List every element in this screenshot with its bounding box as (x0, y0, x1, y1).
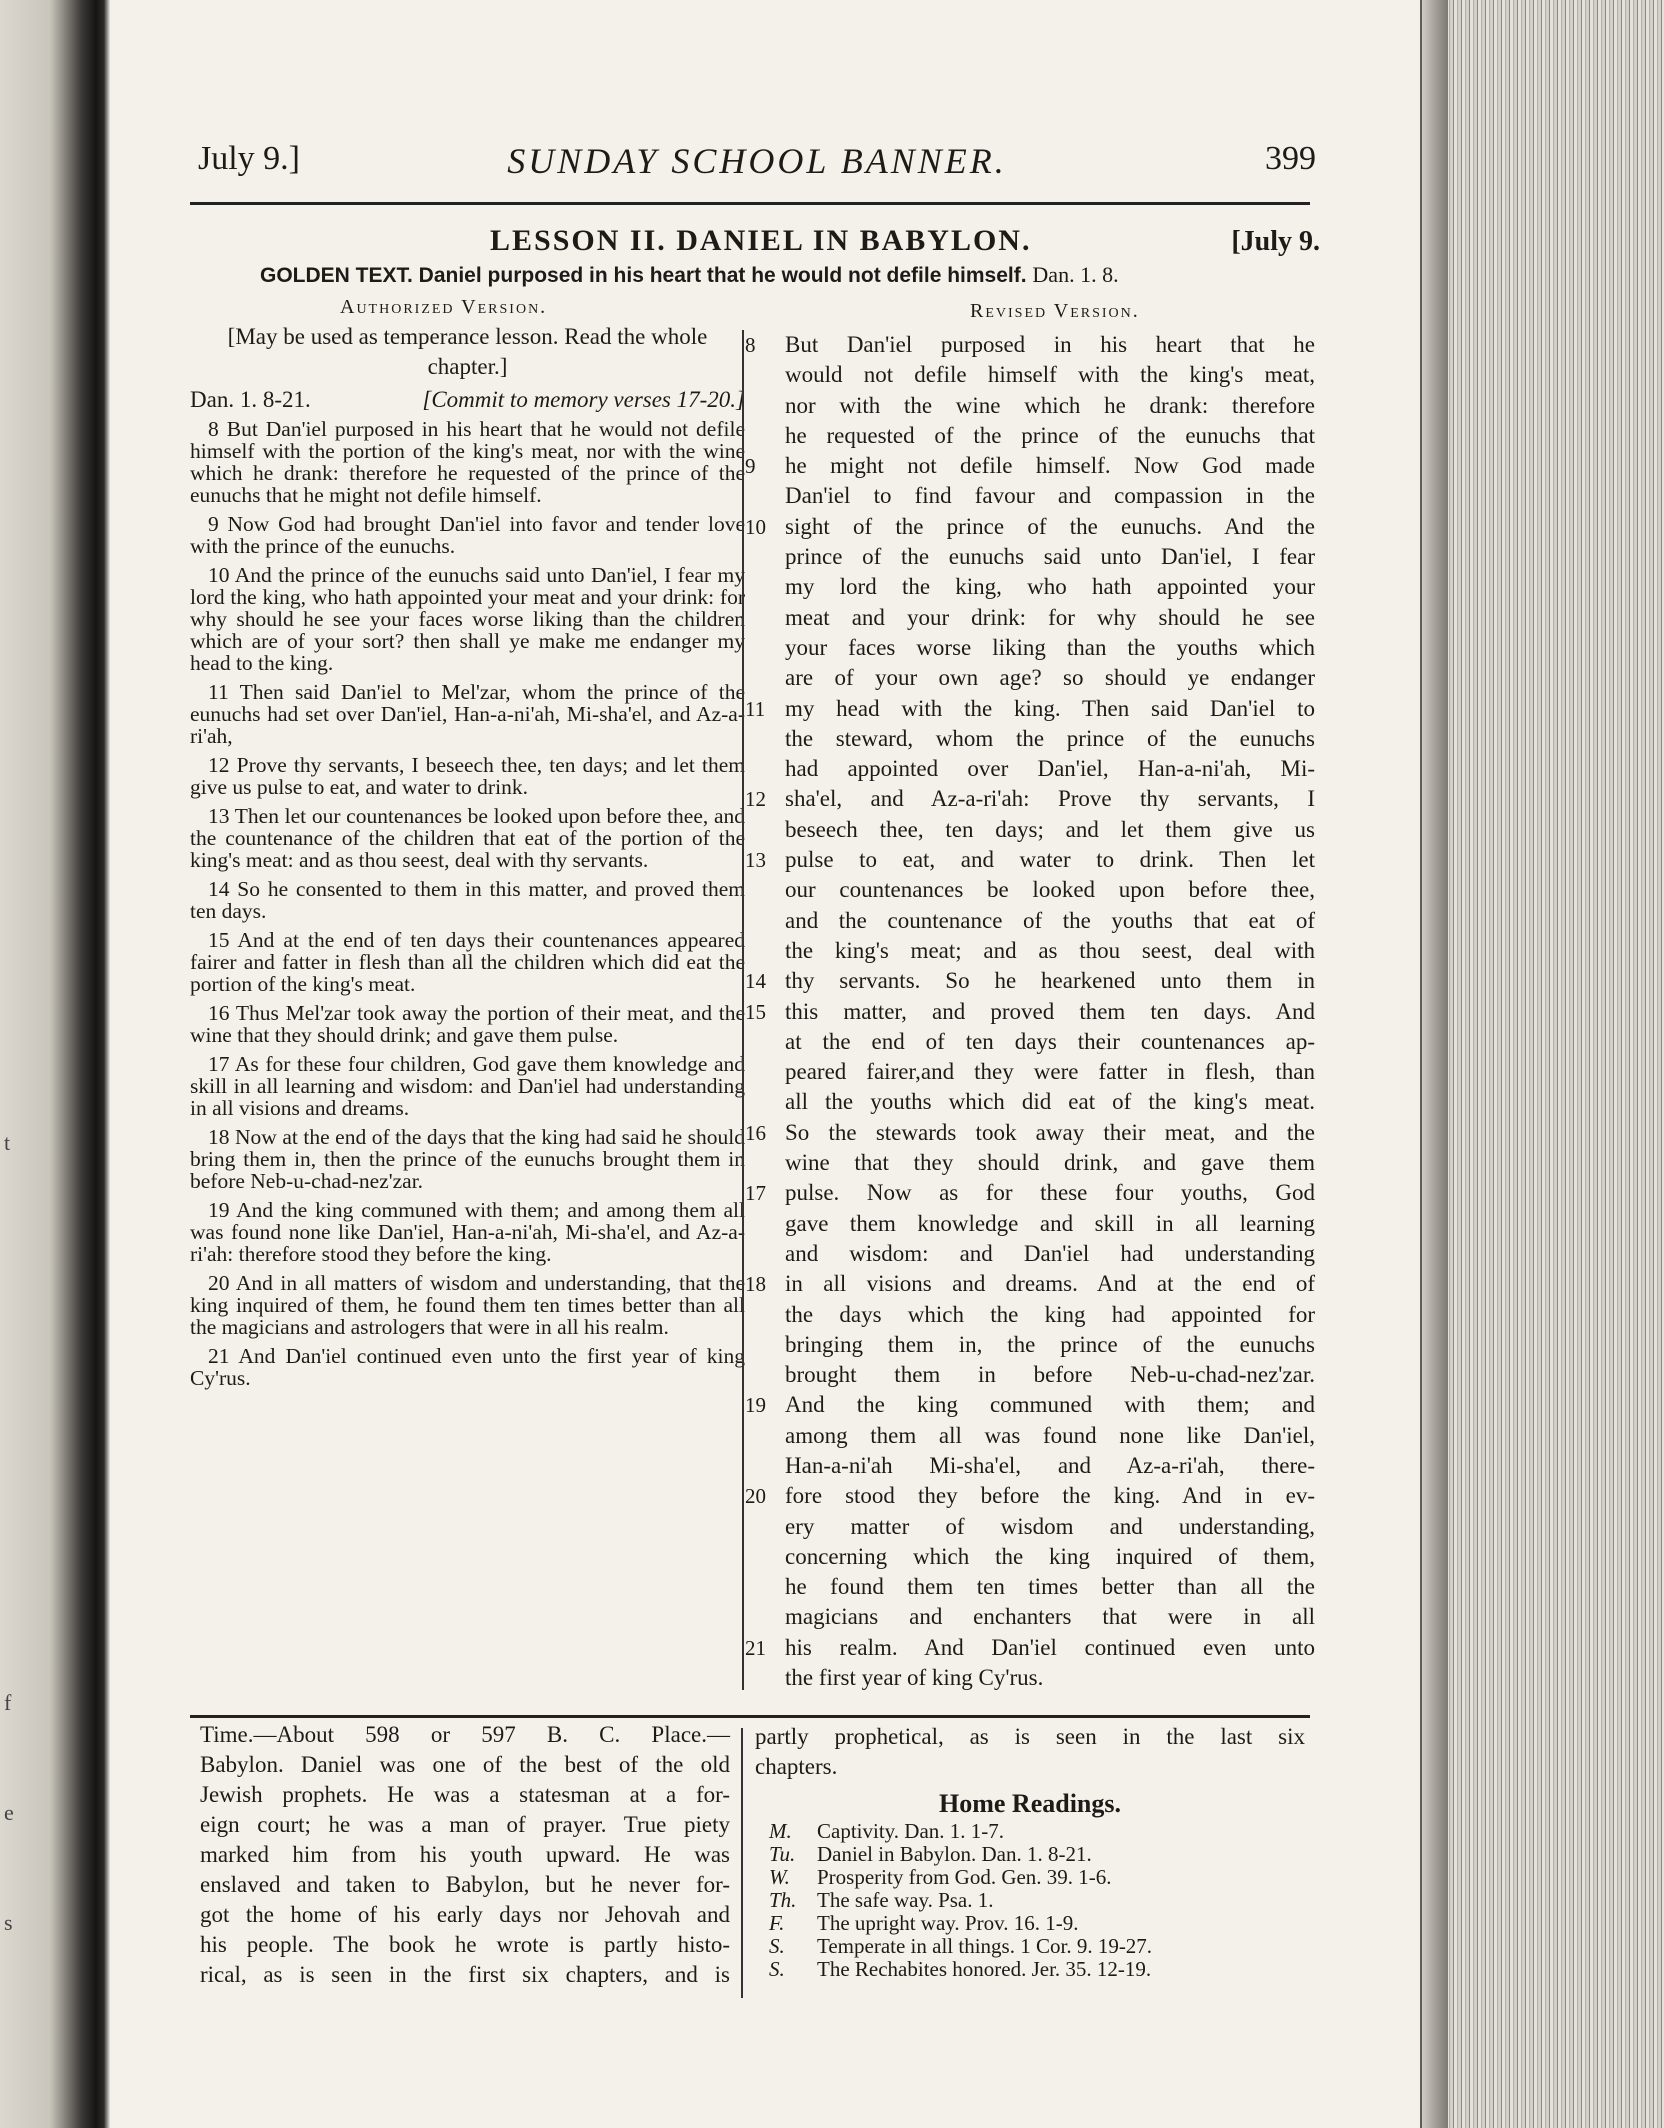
revised-line-text: at the end of ten days their countenances ap- (785, 1028, 1315, 1054)
revised-line (785, 1542, 1315, 1572)
revised-line-text: he might not defile himself. Now God made (785, 453, 1315, 479)
verse-number: 20 (745, 1484, 766, 1509)
revised-line (745, 330, 1315, 360)
authorized-verse: 15 And at the end of ten days their countenances appeared fairer and fatter in flesh than all the children which did eat the portion of the king's meat. (190, 928, 745, 996)
revised-version (745, 330, 1315, 1693)
notes-line: marked him from his youth upward. He was (200, 1842, 730, 1867)
revised-line-text: And the king communed with them; and (785, 1392, 1315, 1418)
home-readings-title: Home Readings. (939, 1789, 1121, 1818)
revised-line-text: among them all was found none like Dan'iel, (785, 1422, 1315, 1448)
authorized-verse: 9 Now God had brought Dan'iel into favor and tender love with the prince of the eunuchs. (190, 512, 745, 558)
notes-right (755, 1722, 1305, 1981)
reading-text: The Rechabites honored. Jer. 35. 12-19. (817, 1957, 1152, 1981)
verse-number: 9 (745, 454, 756, 479)
reading-text: Temperate in all things. 1 Cor. 9. 19-27. (817, 1934, 1153, 1958)
revised-heading: Revised Version. (970, 300, 1140, 322)
revised-line (785, 936, 1315, 966)
section-rule (190, 1715, 1310, 1718)
reading-text: Prosperity from God. Gen. 39. 1-6. (817, 1865, 1112, 1889)
authorized-verse: 13 Then let our countenances be looked upon before thee, and the countenance of the children that eat of the portion of the king's meat: and as thou seest, deal with thy servants. (190, 804, 745, 872)
notes-line: got the home of his early days nor Jehovah and (200, 1902, 730, 1927)
revised-line-text: the king's meat; and as thou seest, deal with (785, 937, 1315, 963)
revised-line-text: my head with the king. Then said Dan'iel to (785, 695, 1315, 721)
page (190, 0, 1320, 2128)
revised-line (785, 481, 1315, 511)
revised-line (745, 1481, 1315, 1511)
authorized-heading: Authorized Version. (340, 296, 548, 318)
reading-day: S. (769, 1934, 785, 1958)
notes-divider (741, 1728, 743, 1998)
revised-line-text: bringing them in, the prince of the eunuchs (785, 1331, 1315, 1357)
authorized-verse: 21 And Dan'iel continued even unto the first year of king Cy'rus. (190, 1344, 745, 1390)
revised-line (785, 1239, 1315, 1269)
authorized-ref-line (190, 389, 745, 411)
revised-line-text: beseech thee, ten days; and let them give us (785, 816, 1315, 842)
revised-line (785, 1027, 1315, 1057)
revised-line-text: Dan'iel to find favour and compassion in the (785, 483, 1315, 509)
revised-line-text: Han-a-ni'ah Mi-sha'el, and Az-a-ri'ah, there- (785, 1452, 1315, 1478)
verse-number: 10 (745, 514, 766, 539)
revised-line (785, 1360, 1315, 1390)
verse-number: 15 (745, 999, 766, 1024)
margin-mark: t (4, 1130, 11, 1155)
authorized-verse: 19 And the king communed with them; and among them all was found none like Dan'iel, Han-a-ni'ah, Mi-sha'el, and Az-a-ri'ah: therefore stood they before the king. (190, 1198, 745, 1266)
revised-line-text: my lord the king, who hath appointed your (785, 574, 1315, 600)
margin-mark: e (4, 1800, 14, 1825)
revised-line (785, 1512, 1315, 1542)
reading-day: Tu. (769, 1842, 796, 1866)
authorized-verse: 10 And the prince of the eunuchs said unto Dan'iel, I fear my lord the king, who hath appointed your meat and your drink: for why should he see your faces worse liking than the children which are of your sort? then shall ye make me endanger my head to the king. (190, 563, 745, 675)
reading-text: The upright way. Prov. 16. 1-9. (817, 1911, 1079, 1935)
revised-line (745, 845, 1315, 875)
authorized-verses (190, 418, 745, 1389)
golden-text-ref: Dan. 1. 8. (1032, 262, 1119, 287)
revised-line-text: all the youths which did eat of the king's meat. (785, 1089, 1315, 1115)
verse-number: 17 (745, 1181, 766, 1206)
revised-line (785, 1602, 1315, 1632)
revised-line (785, 1663, 1315, 1693)
home-reading (755, 1843, 1305, 1866)
running-header (198, 140, 1316, 188)
authorized-verse: 17 As for these four children, God gave them knowledge and skill in all learning and wisdom: and Dan'iel had understanding in all visions and dreams. (190, 1052, 745, 1120)
revised-line (785, 1421, 1315, 1451)
authorized-verse: 11 Then said Dan'iel to Mel'zar, whom the prince of the eunuchs had set over Dan'iel, Han-a-ni'ah, Mi-sha'el, and Az-a-ri'ah, (190, 680, 745, 748)
verse-number: 8 (745, 333, 756, 357)
revised-line-text: But Dan'iel purposed in his heart that he (785, 332, 1315, 357)
revised-line-text: the steward, whom the prince of the eunuchs (785, 725, 1315, 751)
revised-line-text: the days which the king had appointed for (785, 1301, 1315, 1327)
authorized-note: [May be used as temperance lesson. Read the whole chapter.] (227, 324, 708, 379)
reading-text: Daniel in Babylon. Dan. 1. 8-21. (817, 1842, 1092, 1866)
revised-line-text: and the countenance of the youths that eat of (785, 907, 1315, 933)
revised-line-text: sight of the prince of the eunuchs. And the (785, 513, 1315, 539)
revised-line-text: our countenances be looked upon before thee, (785, 877, 1315, 903)
revised-line (785, 572, 1315, 602)
revised-line (785, 603, 1315, 633)
lesson-date: [July 9. (1231, 226, 1320, 257)
revised-line-text: thy servants. So he hearkened unto them in (785, 968, 1315, 994)
notes-line: rical, as is seen in the first six chapters, and is (200, 1962, 730, 1987)
revised-line (785, 1330, 1315, 1360)
reading-day: S. (769, 1957, 785, 1981)
authorized-commit: [Commit to memory verses 17-20.] (422, 387, 745, 412)
notes-line: Jewish prophets. He was a statesman at a for- (200, 1782, 730, 1807)
revised-line-text: this matter, and proved them ten days. And (785, 998, 1315, 1024)
revised-line (745, 1118, 1315, 1148)
revised-line (785, 360, 1315, 390)
revised-line-text: in all visions and dreams. And at the end of (785, 1271, 1315, 1297)
revised-line-text: sha'el, and Az-a-ri'ah: Prove thy servants, I (785, 786, 1315, 812)
home-reading (755, 1958, 1305, 1981)
revised-line (745, 1390, 1315, 1420)
authorized-verse: 18 Now at the end of the days that the king had said he should bring them in, then the prince of the eunuchs brought them in before Neb-u-chad-nez'zar. (190, 1125, 745, 1193)
revised-line-text: your faces worse liking than the youths which (785, 634, 1315, 660)
verse-number: 13 (745, 848, 766, 873)
margin-mark: s (4, 1910, 13, 1935)
authorized-version (190, 322, 745, 1396)
revised-line-text: concerning which the king inquired of them, (785, 1543, 1315, 1569)
revised-line (785, 906, 1315, 936)
verse-number: 11 (745, 696, 766, 721)
golden-text (260, 262, 1119, 288)
reading-day: Th. (769, 1888, 797, 1912)
golden-text-body: GOLDEN TEXT. Daniel purposed in his heart that he would not defile himself. (260, 264, 1027, 287)
revised-line-text: wine that they should drink, and gave them (785, 1150, 1315, 1176)
authorized-verse: 14 So he consented to them in this matter, and proved them ten days. (190, 877, 745, 923)
revised-line-text: gave them knowledge and skill in all learning (785, 1210, 1315, 1236)
revised-line (785, 815, 1315, 845)
revised-line (785, 633, 1315, 663)
notes-line: eign court; he was a man of prayer. True piety (200, 1812, 730, 1837)
revised-line (785, 875, 1315, 905)
revised-line (745, 1178, 1315, 1208)
verse-number: 14 (745, 969, 766, 994)
revised-line (785, 1087, 1315, 1117)
revised-line (745, 966, 1315, 996)
header-date: July 9.] (198, 140, 300, 177)
notes-line: his people. The book he wrote is partly histo- (200, 1932, 730, 1957)
revised-line-text: magicians and enchanters that were in all (785, 1604, 1315, 1630)
authorized-verse: 20 And in all matters of wisdom and understanding, that the king inquired of them, he found them ten times better than all the magicians and astrologers that were in all his realm. (190, 1271, 745, 1339)
reading-day: F. (769, 1911, 785, 1935)
margin-mark: f (4, 1690, 12, 1715)
revised-line-text: he requested of the prince of the eunuchs that (785, 422, 1315, 448)
revised-line (785, 421, 1315, 451)
revised-line-text: peared fairer,and they were fatter in flesh, than (785, 1059, 1315, 1085)
header-title: SUNDAY SCHOOL BANNER. (507, 141, 1007, 181)
revised-line (745, 1269, 1315, 1299)
revised-line (785, 1209, 1315, 1239)
notes-line: Time.—About 598 or 597 B. C. Place.— (200, 1722, 730, 1747)
revised-line (745, 997, 1315, 1027)
authorized-verse: 16 Thus Mel'zar took away the portion of their meat, and the wine that they should drink; and gave them pulse. (190, 1001, 745, 1047)
revised-line (745, 784, 1315, 814)
revised-line-text: pulse. Now as for these four youths, God (785, 1180, 1315, 1206)
revised-line-text: he found them ten times better than all the (785, 1574, 1315, 1600)
verse-number: 18 (745, 1272, 766, 1297)
revised-line (785, 1300, 1315, 1330)
book-gutter (0, 0, 110, 2128)
revised-line-text: nor with the wine which he drank: therefore (785, 392, 1315, 418)
verse-number: 21 (745, 1635, 766, 1660)
lesson-notes (200, 1720, 730, 1990)
revised-line-text: brought them in before Neb-u-chad-nez'zar. (785, 1362, 1315, 1388)
revised-line-text: his realm. And Dan'iel continued even unto (785, 1634, 1315, 1660)
revised-line (745, 512, 1315, 542)
revised-line-text: had appointed over Dan'iel, Han-a-ni'ah, Mi- (785, 756, 1315, 782)
revised-line-text: fore stood they before the king. And in ev- (785, 1483, 1315, 1509)
revised-line (785, 542, 1315, 572)
revised-line (745, 1633, 1315, 1663)
revised-line (785, 391, 1315, 421)
reading-text: Captivity. Dan. 1. 1-7. (817, 1819, 1005, 1843)
revised-line-text: and wisdom: and Dan'iel had understanding (785, 1240, 1315, 1266)
notes-line: enslaved and taken to Babylon, but he never for- (200, 1872, 730, 1897)
revised-line (785, 1057, 1315, 1087)
notes-line: chapters. (755, 1754, 838, 1779)
reading-day: W. (769, 1865, 790, 1889)
verse-number: 16 (745, 1120, 766, 1145)
authorized-verse: 12 Prove thy servants, I beseech thee, ten days; and let them give us pulse to eat, and water to drink. (190, 753, 745, 799)
home-reading (755, 1912, 1305, 1935)
revised-line (785, 1148, 1315, 1178)
column-divider (742, 330, 744, 1690)
revised-line (785, 1451, 1315, 1481)
revised-line-text: are of your own age? so should ye endanger (785, 665, 1315, 691)
revised-line (785, 724, 1315, 754)
header-rule (190, 202, 1310, 205)
revised-line (745, 694, 1315, 724)
revised-line (785, 754, 1315, 784)
verse-number: 19 (745, 1393, 766, 1418)
revised-line-text: the first year of king Cy'rus. (785, 1665, 1044, 1691)
reading-text: The safe way. Psa. 1. (817, 1888, 994, 1912)
home-reading (755, 1820, 1305, 1843)
authorized-ref: Dan. 1. 8-21. (190, 387, 311, 412)
home-readings-list (755, 1820, 1305, 1981)
notes-line: partly prophetical, as is seen in the last six (755, 1724, 1305, 1749)
verse-number: 12 (745, 787, 766, 812)
lesson-title: LESSON II. DANIEL IN BABYLON. (490, 224, 1032, 257)
reading-day: M. (769, 1819, 792, 1843)
page-edges (1420, 0, 1664, 2128)
revised-line-text: would not defile himself with the king's meat, (785, 362, 1315, 388)
notes-line: Babylon. Daniel was one of the best of the old (200, 1752, 730, 1777)
revised-line (785, 663, 1315, 693)
revised-line-text: prince of the eunuchs said unto Dan'iel, I fear (785, 544, 1315, 570)
revised-line-text: pulse to eat, and water to drink. Then let (785, 847, 1315, 873)
revised-line-text: So the stewards took away their meat, and the (785, 1119, 1315, 1145)
authorized-verse: 8 But Dan'iel purposed in his heart that he would not defile himself with the portion of the king's meat, nor with the wine which he drank: therefore he requested of the prince of the eunuchs that he might not defile himself. (190, 417, 745, 507)
revised-line (785, 1572, 1315, 1602)
revised-line-text: ery matter of wisdom and understanding, (785, 1513, 1315, 1539)
revised-line-text: meat and your drink: for why should he see (785, 604, 1315, 630)
home-reading (755, 1935, 1305, 1958)
home-reading (755, 1889, 1305, 1912)
page-number: 399 (1265, 140, 1316, 177)
home-reading (755, 1866, 1305, 1889)
revised-line (745, 451, 1315, 481)
